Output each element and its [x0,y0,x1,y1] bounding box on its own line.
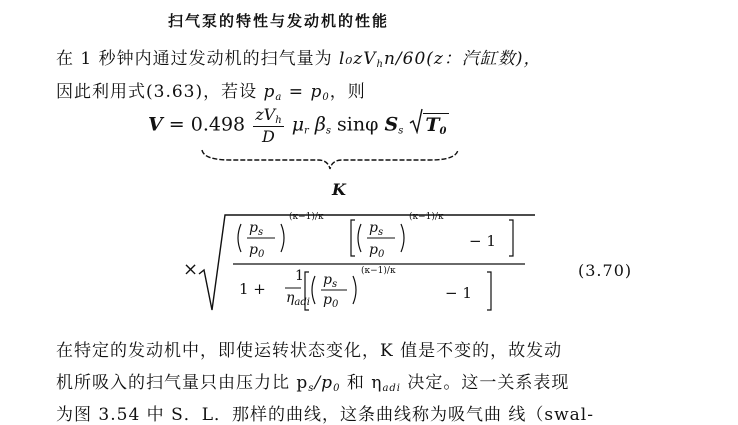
math-text: = 0.498 [168,113,246,136]
num-ps-2 [369,220,383,238]
math-var: T [425,113,440,136]
math-var: p [249,242,258,258]
math-subscript: s [308,383,315,394]
math-text: sinφ [337,113,379,136]
math-var: p [323,292,332,308]
text-run: n/60(z：汽缸数)， [383,49,542,69]
num-ps [249,220,263,238]
math-var: β [314,113,326,136]
math-subscript: adi [294,297,310,308]
paragraph-line [56,368,569,394]
math-subscript: r [304,125,309,137]
math-subscript: s [325,125,331,137]
math-subscript: 0 [331,299,339,310]
num-p0 [249,242,264,260]
eta-adi [286,290,310,308]
math-var: p [263,82,276,102]
math-subscript: h [376,59,384,70]
equation-3-70 [183,212,543,314]
den-p0 [323,292,338,310]
minus-one: − 1 [445,284,472,302]
sqrt-arg [423,113,448,136]
math-var: l₀zV [339,49,377,69]
math-var: V [148,113,163,136]
math-subscript: a [275,92,283,103]
den-ps [323,272,337,290]
minus-one: − 1 [469,232,496,250]
text-run: 和 η [340,373,383,393]
section-heading: 扫气泵的特性与发动机的性能 [168,12,390,30]
math-subscript: 0 [322,92,330,103]
math-subscript: 0 [333,383,341,394]
math-var: S [384,113,399,136]
underbrace [200,148,460,170]
exponent: (κ−1)/κ [361,266,396,276]
math-subscript: adi [382,383,401,394]
math-subscript: s [257,227,264,238]
math-subscript: s [377,227,384,238]
text-run: 在 1 秒钟内通过发动机的扫气量为 [56,49,340,69]
paragraph-line: 在特定的发动机中，即使运转状态变化，K 值是不变的，故发动 [56,341,563,361]
math-var: η [286,290,295,306]
exponent: (κ−1)/κ [289,212,324,222]
text-run: 决定。这一关系表现 [401,373,570,393]
fraction [253,105,283,146]
math-var: μ [291,113,305,136]
fraction-numerator [253,105,283,127]
paragraph-line [56,44,542,70]
brace-label-k: K [332,180,346,199]
equation-k [148,105,449,146]
equation-number: (3.70) [578,261,633,280]
text-run: ，则 [329,82,366,102]
text-run: /p [314,373,334,393]
paragraph-line [56,77,366,103]
math-var: p [369,220,378,236]
math-subscript: h [275,115,282,126]
exponent: (κ−1)/κ [409,212,444,222]
math-subscript: 0 [257,249,265,260]
fraction-denominator: D [262,127,275,146]
text-run: 机所吸入的扫气量只由压力比 p [56,373,309,393]
frac-one: 1 [295,268,304,284]
times-sign: × [183,259,199,280]
math-subscript: 0 [439,125,447,137]
math-subscript: s [398,125,404,137]
paragraph-line: 为图 3.54 中 S．L．那样的曲线，这条曲线称为吸气曲 线（swal- [56,405,594,425]
num-p0-2 [369,242,384,260]
math-var: p [249,220,258,236]
text-run: 因此利用式(3.63)，若设 [56,82,264,102]
sqrt [409,114,448,137]
sqrt-sign [409,108,423,134]
math-var: zV [255,105,276,124]
math-var: p [310,82,323,102]
math-subscript: 0 [377,249,385,260]
math-subscript: s [331,279,338,290]
text-run: = [282,82,311,102]
one-plus: 1 + [239,280,266,298]
math-var: p [323,272,332,288]
math-var: p [369,242,378,258]
